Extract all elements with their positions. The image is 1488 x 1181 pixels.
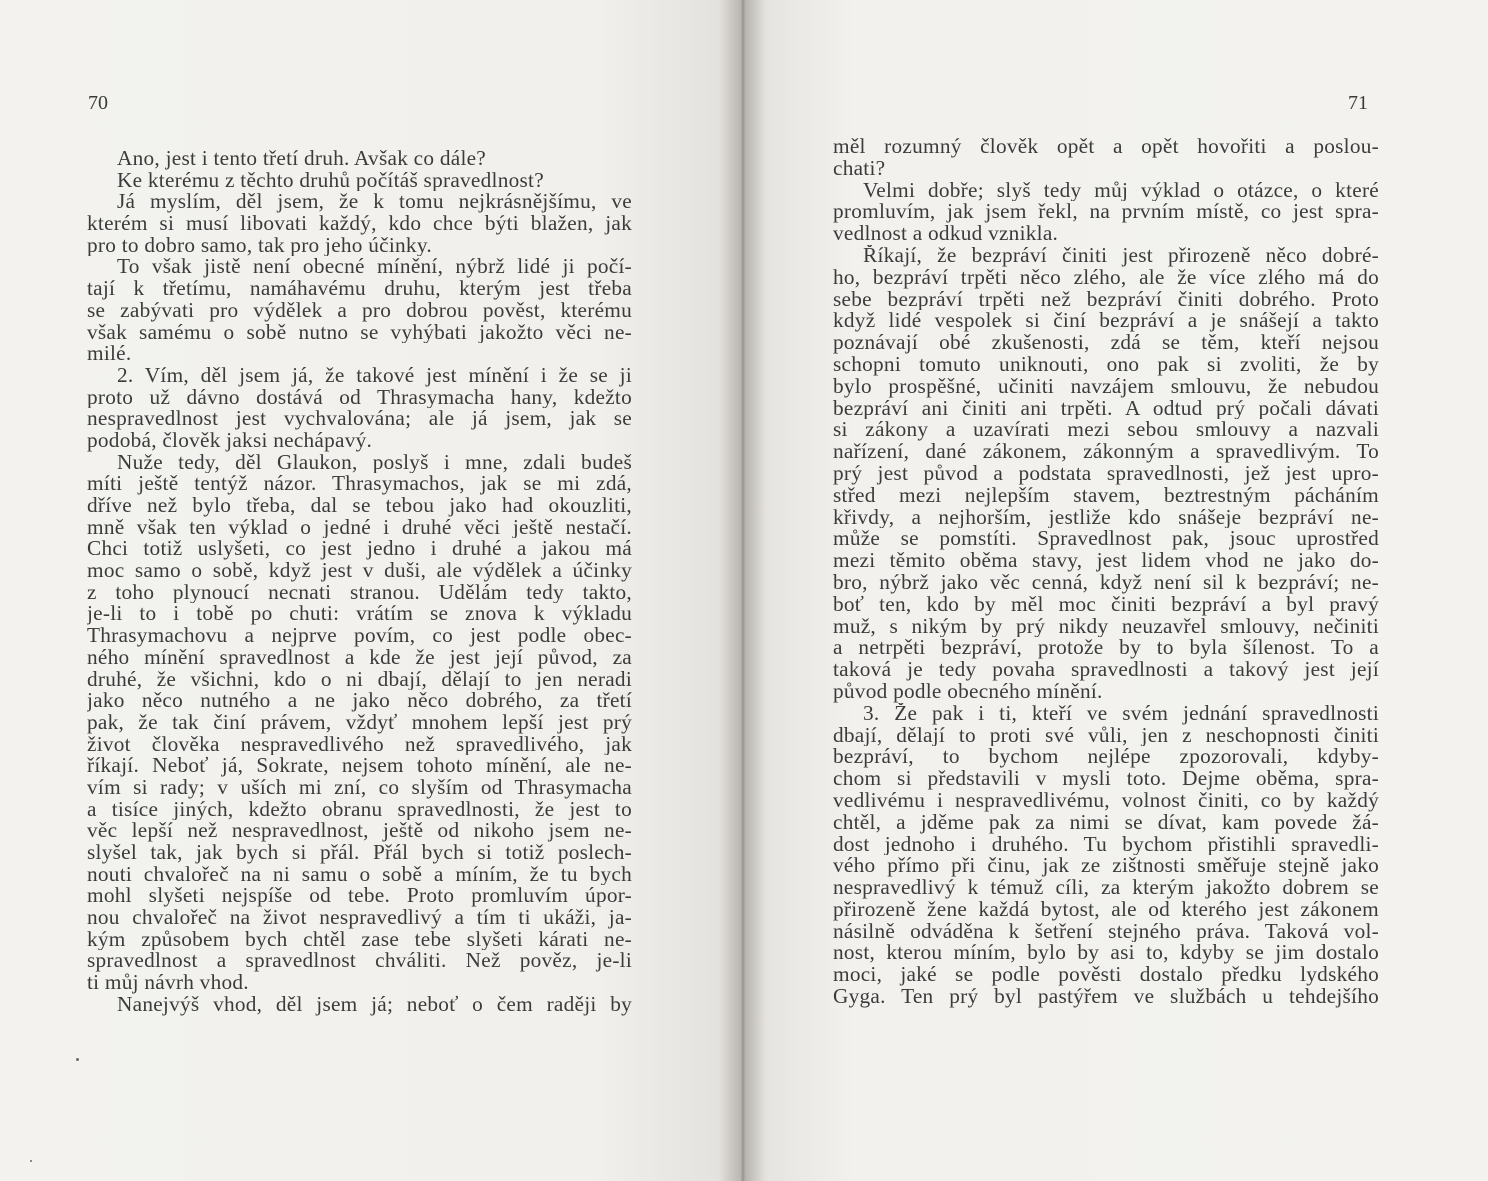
text-line: muž, s nikým by prý nikdy neuzavřel smlouvy, nečiniti: [833, 615, 1379, 638]
text-line: nou chvalořeč na život nespravedlivý a tím ti ukáži, ja-: [87, 907, 632, 929]
paper-speck: [30, 1160, 32, 1162]
text-line: z toho plynoucí necnati stranou. Udělám tedy takto,: [87, 581, 632, 604]
text-line: druhé, že všichni, kdo o ni dbají, dělají to jen neradi: [87, 668, 632, 691]
right-page: [742, 0, 1488, 1181]
text-line: však samému o sobě nutno se vyhýbati jakožto věci ne-: [87, 321, 632, 344]
text-line: Nuže tedy, děl Glaukon, poslyš i mne, zdali budeš: [117, 451, 632, 474]
text-line: násilně odváděna k šetření stejného práva. Taková vol-: [833, 920, 1379, 943]
text-line: chati?: [833, 157, 886, 180]
text-line: kterém si musí libovati každý, kdo chce býti blažen, jak: [87, 213, 632, 235]
text-line: boť ten, kdo by měl moc činiti bezpráví a byl pravý: [833, 593, 1379, 616]
text-line: pro to dobro samo, tak pro jeho účinky.: [87, 234, 432, 257]
text-line: 2. Vím, děl jsem já, že takové jest mínění i že se ji: [117, 364, 632, 387]
text-line: a tisíce jiných, kdežto obranu spravedlnosti, že jest to: [87, 798, 632, 821]
text-line: ného mínění spravedlnost a kde že jest její původ, za: [87, 646, 632, 669]
text-line: spravedlnost a spravedlnost chváliti. Než pověz, je-li: [87, 950, 632, 973]
text-line: kým způsobem bych chtěl zase tebe slyšeti kárati ne-: [87, 928, 632, 951]
text-line: moci, jaké se podle pověsti dostalo předku lydského: [833, 964, 1379, 987]
text-line: sebe bezpráví trpěti než bezpráví činiti dobrého. Proto: [833, 288, 1379, 311]
text-line: míti ještě tentýž názor. Thrasymachos, jak se mi zdá,: [87, 473, 632, 495]
text-line: Gyga. Ten prý byl pastýřem ve službách u tehdejšího: [833, 986, 1379, 1008]
text-line: vedlnost a odkud vznikla.: [833, 223, 1059, 245]
text-line: život člověka nespravedlivého než spravedlivého, jak: [87, 733, 632, 756]
book-gutter: [718, 0, 768, 1181]
text-line: pak, že tak činí právem, vždyť mnohem lepší jest prý: [87, 711, 632, 734]
text-line: nespravedlnost jest vychvalována; ale já jsem, jak se: [87, 408, 632, 430]
text-line: Thrasymachovu a nejprve povím, co jest podle obec-: [87, 625, 632, 647]
text-line: Já myslím, děl jsem, že k tomu nejkrásnějšímu, ve: [117, 191, 632, 214]
left-page: [0, 0, 742, 1181]
text-line: vého přímo při činu, jak ze zištnosti směřuje stejně jako: [833, 855, 1379, 878]
text-line: schopni tomuto uniknouti, ono pak si zvoliti, že by: [833, 353, 1379, 376]
text-line: To však jistě není obecné mínění, nýbrž lidé ji počí-: [117, 256, 632, 279]
text-line: se zabývati pro výdělek a pro dobrou pověst, kterému: [87, 299, 632, 322]
text-line: měl rozumný člověk opět a opět hovořiti a poslou-: [833, 136, 1379, 158]
text-line: nost, kterou míním, bylo by asi to, kdyby se jim dostalo: [833, 942, 1379, 965]
text-line: bro, nýbrž jako věc cenná, když není sil k bezpráví; ne-: [833, 571, 1379, 594]
text-line: chtěl, a jděme pak za nimi se dívat, kam povede žá-: [833, 811, 1379, 834]
text-line: tají k třetímu, namáhavému druhu, kterým jest třeba: [87, 278, 632, 300]
text-line: vím si rady; v uších mi zní, co slyším od Thrasymacha: [87, 776, 632, 799]
text-line: 3. Že pak i ti, kteří ve svém jednání spravedlnosti: [863, 702, 1379, 725]
text-line: mezi těmito oběma stavy, jest lidem vhod ne jako do-: [833, 550, 1379, 572]
text-line: vedlivému i nespravedlivému, volnost činiti, co by každý: [833, 789, 1379, 812]
page-text: [833, 136, 1379, 1008]
text-line: je-li to i tobě po chuti: vrátím se znova k výkladu: [87, 603, 632, 626]
text-line: ti můj návrh vhod.: [87, 972, 249, 994]
text-line: původ podle obecného mínění.: [833, 680, 1103, 703]
text-line: Nanejvýš vhod, děl jsem já; neboť o čem raději by: [117, 993, 632, 1016]
text-line: střed mezi nejlepším stavem, beztrestným pácháním: [833, 484, 1379, 507]
text-line: dříve než bylo třeba, dal se tebou jako had okouzliti,: [87, 495, 632, 517]
text-line: bylo prospěšné, učiniti navzájem smlouvu, že nebudou: [833, 375, 1379, 398]
text-line: dost jednoho i druhého. Tu bychom přistihli spravedli-: [833, 833, 1379, 856]
text-line: taková je tedy povaha spravedlnosti a takový jest její: [833, 659, 1379, 681]
text-line: ho, bezpráví trpěti něco zlého, ale že více zlého má do: [833, 266, 1379, 289]
text-line: Velmi dobře; slyš tedy můj výklad o otázce, o které: [863, 179, 1379, 202]
text-line: moc samo o sobě, když jest v duši, ale výdělek a účinky: [87, 560, 632, 582]
text-line: křivdy, a nejhorším, jestliže kdo snášeje bezpráví ne-: [833, 506, 1379, 529]
text-line: jako něco nutného a ne jako něco dobrého, za třetí: [87, 690, 632, 712]
page-number: 70: [88, 92, 108, 114]
text-line: přirozeně žene každá bytost, ale od kterého jest zákonem: [833, 898, 1379, 921]
text-line: proto už dávno dostává od Thrasymacha hany, kdežto: [87, 386, 632, 409]
text-line: mohl slyšeti nejspíše od tebe. Proto promluvím úpor-: [87, 885, 632, 908]
text-line: bezpráví, to bychom nejlépe zpozorovali, kdyby-: [833, 746, 1379, 769]
text-line: a netrpěti bezpráví, protože by to byla šílenost. To a: [833, 637, 1379, 660]
text-line: Ano, jest i tento třetí druh. Avšak co dále?: [117, 148, 487, 170]
page-text: [87, 148, 632, 1016]
text-line: věc lepší než nespravedlnost, ještě od nikoho jsem ne-: [87, 820, 632, 842]
text-line: říkají. Neboť já, Sokrate, nejsem tohoto mínění, ale ne-: [87, 755, 632, 777]
text-line: nařízení, dané zákonem, zákonným a spravedlivým. To: [833, 441, 1379, 463]
text-line: mně však ten výklad o jedné i druhé věci ještě nestačí.: [87, 516, 632, 539]
text-line: může se pomstíti. Spravedlnost pak, jsouc uprostřed: [833, 528, 1379, 551]
text-line: Ke kterému z těchto druhů počítáš spravedlnost?: [117, 169, 544, 192]
paper-speck: [76, 1058, 79, 1061]
text-line: Říkají, že bezpráví činiti jest přirozeně něco dobré-: [863, 244, 1379, 267]
text-line: dbají, dělají to proti své vůli, jen z neschopnosti činiti: [833, 724, 1379, 747]
text-line: nespravedlivý k témuž cíli, za kterým jakožto dobrem se: [833, 877, 1379, 899]
text-line: bezpráví ani činiti ani trpěti. A odtud prý počali dávati: [833, 397, 1379, 420]
text-line: promluvím, jak jsem řekl, na prvním místě, co jest spra-: [833, 201, 1379, 224]
text-line: chom si představili v mysli toto. Dejme oběma, spra-: [833, 768, 1379, 790]
text-line: nouti chvalořeč na ni samu o sobě a míním, že tu bych: [87, 863, 632, 886]
text-line: když lidé vespolek si činí bezpráví a je snášejí a takto: [833, 310, 1379, 333]
text-line: milé.: [87, 343, 132, 365]
text-line: Chci totiž uslyšeti, co jest jedno i druhé a jakou má: [87, 538, 632, 561]
text-line: prý jest původ a podstata spravedlnosti, jež jest upro-: [833, 462, 1379, 485]
text-line: slyšel tak, jak bych si přál. Přál bych si totiž poslech-: [87, 842, 632, 864]
text-line: si zákony a uzavírati mezi sebou smlouvy a nazvali: [833, 419, 1379, 442]
page-number: 71: [1348, 92, 1368, 114]
text-line: podobá, člověk jaksi nechápavý.: [87, 429, 373, 452]
text-line: poznávají obé zkušenosti, zdá se těm, kteří nejsou: [833, 332, 1379, 354]
